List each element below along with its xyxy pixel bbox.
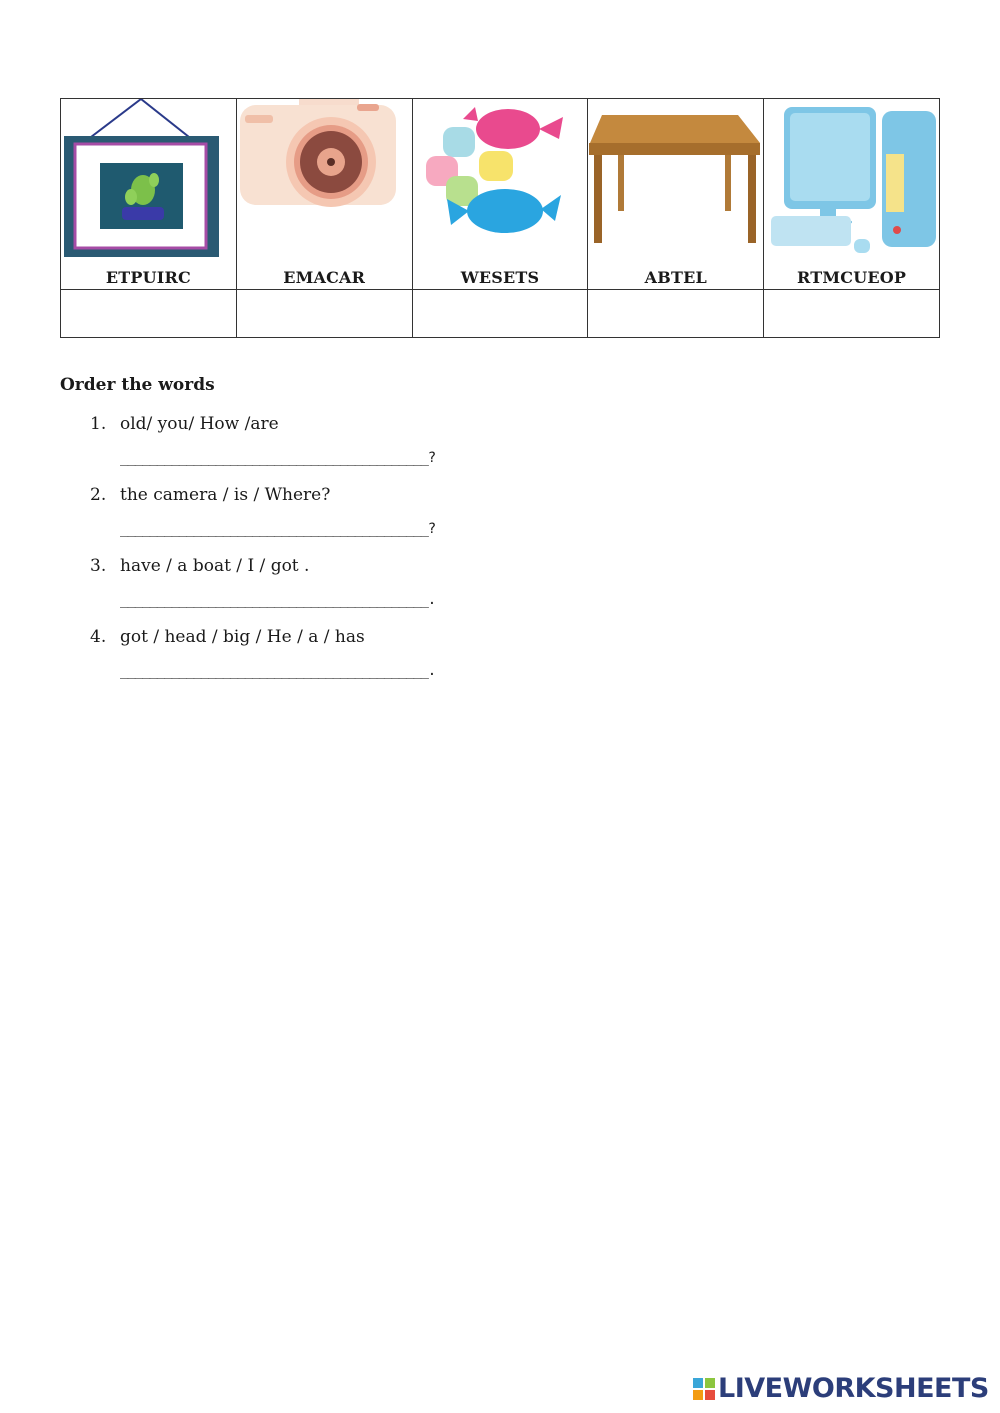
scrambled-word-3: WESETS [460,268,540,287]
brand-name: LIVEWORKSHEETS [718,1373,989,1404]
answer-input-2[interactable] [237,290,412,337]
picture-frame-icon [61,99,236,261]
answer-line-3[interactable] [120,592,435,608]
question-text: the camera / is / Where? [120,485,331,505]
vocab-cell-3 [412,99,588,290]
vocabulary-table [60,98,940,338]
computer-icon [764,99,939,261]
vocab-cell-2 [236,99,412,290]
camera-icon [237,99,412,261]
answer-line-2[interactable] [120,521,435,537]
vocab-cell-4 [588,99,764,290]
scrambled-word-2: EMACAR [283,268,366,287]
answer-line-4[interactable] [120,663,435,679]
question-number: 3. [90,556,107,576]
question-number: 2. [90,485,107,505]
question-number: 1. [90,414,107,434]
answer-line-1[interactable] [120,450,435,466]
answer-line-text: __________________________________________. [120,663,436,679]
answer-line-text: __________________________________________? [120,450,436,466]
question-text: got / head / big / He / a / has [120,627,365,647]
answer-cell-2[interactable] [236,290,412,338]
question-number: 4. [90,627,107,647]
sentence-input-1[interactable] [120,446,664,468]
question-text: old/ you/ How /are [120,414,279,434]
section-title: Order the words [60,375,215,395]
answer-input-4[interactable] [588,290,763,337]
answer-input-1[interactable] [61,290,236,337]
answer-line-text: __________________________________________? [120,521,436,537]
sentence-input-4[interactable] [120,659,664,681]
scrambled-word-5: RTMCUEOP [797,268,907,287]
answer-cell-4[interactable] [588,290,764,338]
scrambled-word-4: ABTEL [644,268,707,287]
answer-input-5[interactable] [764,290,939,337]
answer-cell-3[interactable] [412,290,588,338]
vocab-cell-5 [764,99,940,290]
liveworksheets-logo [693,1375,989,1403]
question-text: have / a boat / I / got . [120,556,310,576]
scrambled-word-1: ETPUIRC [105,268,191,287]
answer-cell-5[interactable] [764,290,940,338]
sentence-input-2[interactable] [120,517,664,539]
sentence-input-3[interactable] [120,588,664,610]
table-icon [588,99,763,261]
answer-cell-1[interactable] [61,290,237,338]
liveworksheets-logo-icon [693,1378,715,1400]
sweets-icon [413,99,588,261]
answer-line-text: __________________________________________. [120,592,436,608]
answer-input-3[interactable] [413,290,588,337]
vocab-cell-1 [61,99,237,290]
